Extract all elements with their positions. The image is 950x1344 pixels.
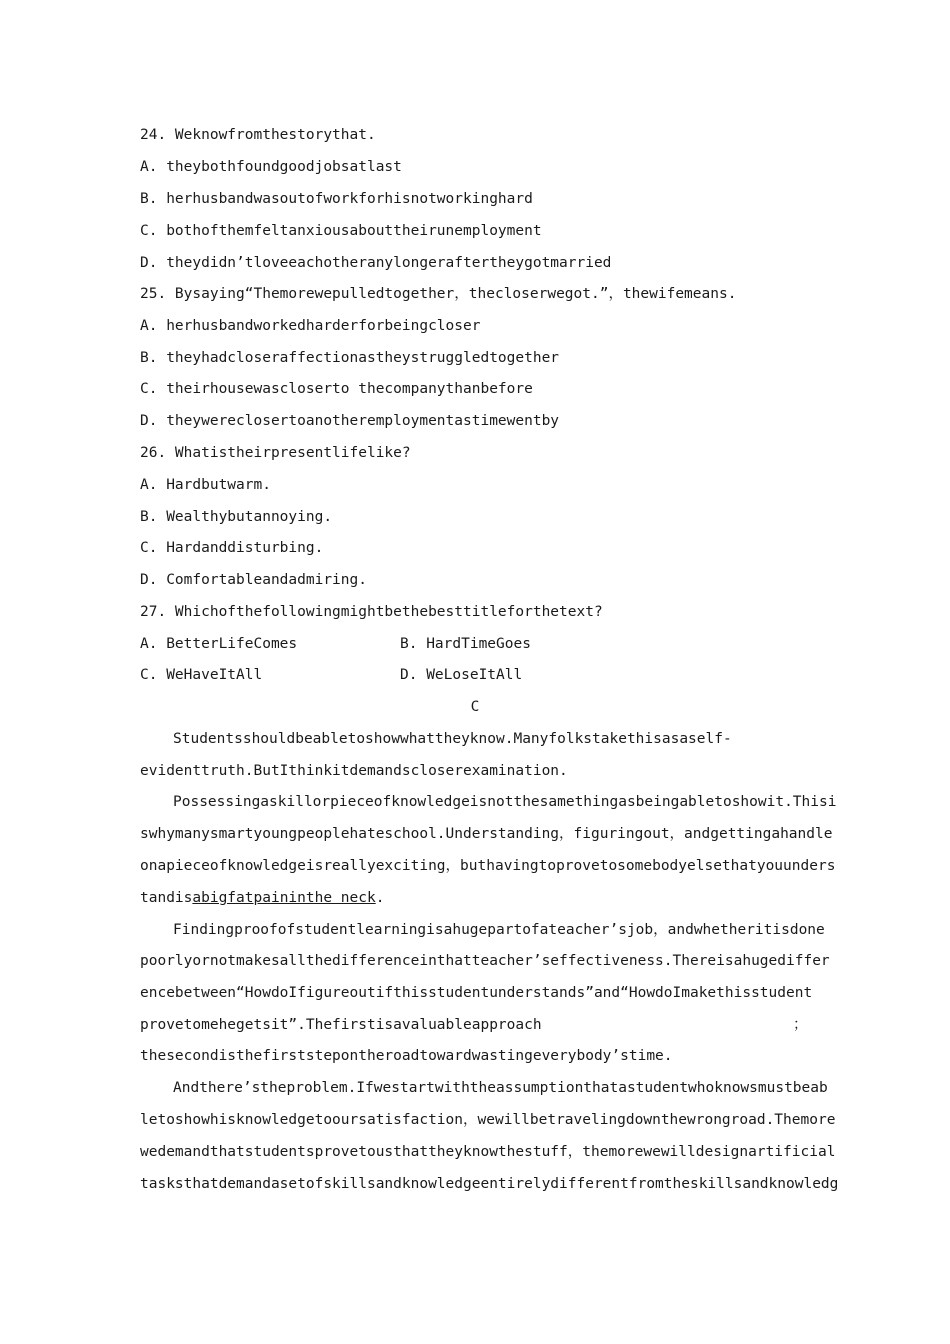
question-27-option-d: D. WeLoseItAll [400, 667, 523, 683]
question-24-option-a: A. theybothfoundgoodjobsatlast [140, 159, 402, 175]
question-27-stem: 27. Whichofthefollowingmightbethebesttitleforthetext? [140, 604, 603, 620]
question-25-option-c: C. theirhousewascloserto thecompanythanbefore [140, 381, 533, 397]
question-24-stem: 24. Weknowfromthestorythat. [140, 127, 376, 143]
question-27-option-c: C. WeHaveItAll [140, 667, 263, 683]
passage-p3-semicolon: ； [793, 1017, 808, 1033]
passage-p1-line-1: Studentsshouldbeabletoshowwhattheyknow.Manyfolkstakethisasaself- [173, 731, 732, 747]
question-26-option-b: B. Wealthybutannoying. [140, 509, 333, 525]
passage-p1-line-2: evidenttruth.ButIthinkitdemandscloserexamination. [140, 763, 568, 779]
passage-p2-line-3: onapieceofknowledgeisreallyexciting，buthavingtoprovetosomebodyelsethatyouunders [140, 858, 836, 874]
passage-p2-line-2: swhymanysmartyoungpeoplehateschool.Understanding，figuringout，andgettingahandle [140, 826, 833, 842]
passage-p2-line-4 [140, 888, 384, 908]
question-25-stem: 25. Bysaying“Themorewepulledtogether，thecloserwegot.”，thewifemeans. [140, 286, 737, 302]
question-26-option-d: D. Comfortableandadmiring. [140, 572, 367, 588]
passage-p2-line-4-prefix: tandis [140, 890, 193, 906]
passage-p3-line-1: Findingproofofstudentlearningisahugepartofateacher’sjob，andwhetheritisdone [173, 922, 825, 938]
question-25-option-a: A. herhusbandworkedharderforbeingcloser [140, 318, 481, 334]
passage-p3-line-5: thesecondisthefirststepontheroadtowardwastingeverybody’stime. [140, 1048, 673, 1064]
passage-p4-line-1: Andthere’stheproblem.Ifwestartwiththeassumptionthatastudentwhoknowsmustbeab [173, 1080, 828, 1096]
passage-p3-line-3: encebetween“HowdoIfigureoutifthisstudentunderstands”and“HowdoImakethisstudent [140, 985, 813, 1001]
passage-p3-line-2: poorlyornotmakesallthedifferenceinthatteacher’seffectiveness.Thereisahugediffer [140, 953, 830, 969]
section-heading: C [470, 699, 480, 715]
question-24-option-c: C. bothofthemfeltanxiousabouttheirunemployment [140, 223, 542, 239]
passage-p4-line-4: tasksthatdemandasetofskillsandknowledgeentirelydifferentfromtheskillsandknowledg [140, 1176, 839, 1192]
question-25-option-b: B. theyhadcloseraffectionastheystruggledtogether [140, 350, 560, 366]
question-27-option-a: A. BetterLifeComes [140, 636, 298, 652]
passage-p3-line-4: provetomehegetsit”.Thefirstisavaluableapproach [140, 1017, 542, 1033]
question-25-option-d: D. theywereclosertoanotheremploymentastimewentby [140, 413, 560, 429]
question-26-stem: 26. Whatistheirpresentlifelike? [140, 445, 411, 461]
passage-p2-line-1: Possessingaskillorpieceofknowledgeisnotthesamethingasbeingabletoshowit.Thisi [173, 794, 837, 810]
question-26-option-c: C. Hardanddisturbing. [140, 540, 324, 556]
question-26-option-a: A. Hardbutwarm. [140, 477, 271, 493]
passage-p4-line-3: wedemandthatstudentsprovetousthattheyknowthestuff，themorewewilldesignartificial [140, 1144, 836, 1160]
underlined-phrase: abigfatpaininthe neck [192, 890, 376, 906]
question-27-option-b: B. HardTimeGoes [400, 636, 531, 652]
passage-p4-line-2: letoshowhisknowledgetooursatisfaction，wewillbetravelingdownthewrongroad.Themore [140, 1112, 836, 1128]
question-24-option-d: D. theydidn’tloveeachotheranylongeraftertheygotmarried [140, 255, 612, 271]
passage-p2-line-4-suffix: . [375, 890, 385, 906]
question-24-option-b: B. herhusbandwasoutofworkforhisnotworkinghard [140, 191, 533, 207]
